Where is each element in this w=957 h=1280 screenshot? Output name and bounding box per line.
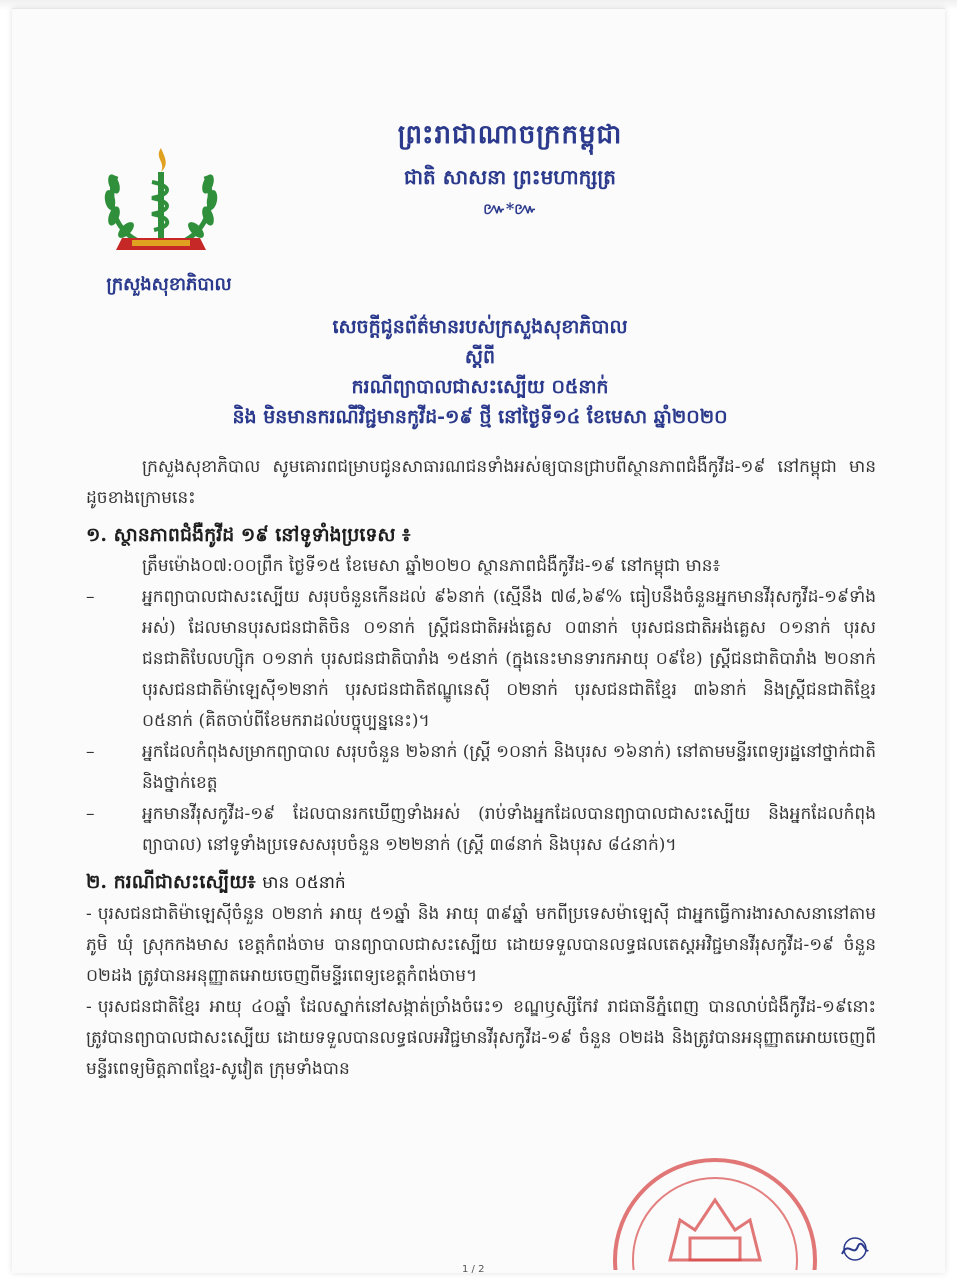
section-2-heading: ២. ករណីជាសះស្បើយ៖ — [86, 871, 256, 893]
section-1-heading: ១. ស្ថានភាពជំងឺកូវីដ ១៩ នៅទូទាំងប្រទេស ៖ — [86, 524, 411, 546]
dash-marker: – — [86, 587, 95, 607]
section-2-heading-row — [86, 867, 876, 899]
section-1-bullet — [86, 582, 876, 737]
dash-marker: – — [86, 804, 95, 824]
title-line-4: និង មិនមានករណីវិជ្ជមានកូវីដ-១៩ ថ្មី នៅថ្ងៃទី១៤ ខែមេសា ឆ្នាំ២០២០ — [232, 406, 728, 428]
signature-icon — [838, 1236, 872, 1262]
item-text: បុរសជនជាតិខ្មែរ អាយុ ៤០ឆ្នាំ ដែលស្នាក់នៅសង្កាត់ច្រាំងចំរេះ១ ខណ្ឌឫស្សីកែវ រាជធានីភ្នំពេញ បានលាប់ជំងឺកូវីដ-១៩នោះ ត្រូវបានព្យាបាលជាសះស្បើយ ដោយទទួលបានលទ្ធផលអវិជ្ជមានវីរុសកូវីដ-១៩ ចំនួន ០២ដង និងត្រូវបានអនុញ្ញាតអោយចេញពីមន្ទីរពេទ្យមិត្តភាពខ្មែរ-សូវៀត ក្រុមទាំងបាន — [86, 997, 876, 1079]
page-number: 1 / 2 — [462, 1264, 485, 1275]
bullet-text: អ្នកព្យាបាលជាសះស្បើយ សរុបចំនួនកើនដល់ ៩៦នាក់ (ស្មើនឹង ៧៨,៦៩% ធៀបនឹងចំនួនអ្នកមានវីរុសកូវីដ-១៩ទាំងអស់) ដែលមានបុរសជនជាតិចិន ០១នាក់ ស្ត្រីជនជាតិអង់គ្លេស ០៣នាក់ បុរសជនជាតិអង់គ្លេស ០១នាក់ បុរសជនជាតិបែលហ្ស៊ិក ០១នាក់ បុរសជនជាតិបារាំង ១៥នាក់ (ក្នុងនេះមានទារកអាយុ ០៩ខែ) ស្ត្រីជនជាតិបារាំង ២០នាក់ បុរសជនជាតិម៉ាឡេស៊ី១២នាក់ បុរសជនជាតិឥណ្ឌូនេស៊ី ០២នាក់ បុរសជនជាតិខ្មែរ ៣៦នាក់ និងស្ត្រីជនជាតិខ្មែរ ០៥នាក់ (គិតចាប់ពីខែមករាដល់បច្ចុប្បន្ននេះ)។ — [142, 587, 876, 731]
document-body — [86, 452, 876, 1085]
official-stamp-icon — [610, 1150, 820, 1270]
national-motto: ជាតិ សាសនា ព្រះមហាក្សត្រ — [404, 165, 616, 189]
section-2-item — [86, 992, 876, 1085]
bullet-text: អ្នកមានវីរុសកូវីដ-១៩ ដែលបានរកឃើញទាំងអស់ (រាប់ទាំងអ្នកដែលបានព្យាបាលជាសះស្បើយ និងអ្នកដែលកំពុងព្យាបាល) នៅទូទាំងប្រទេសសរុបចំនួន ១២២នាក់ (ស្ត្រី ៣៨នាក់ និងបុរស ៨៤នាក់)។ — [142, 804, 876, 855]
ministry-name: ក្រសួងសុខាភិបាល — [106, 274, 232, 295]
document-header — [300, 118, 720, 222]
header-ornament: ៚*៚ — [483, 199, 537, 218]
intro-paragraph: ក្រសួងសុខាភិបាល សូមគោរពជម្រាបជូនសាធារណជនទាំងអស់ឲ្យបានជ្រាបពីស្ថានភាពជំងឺកូវីដ-១៩ នៅកម្ពុជា មានដូចខាងក្រោមនេះ — [86, 457, 876, 508]
item-text: បុរសជនជាតិម៉ាឡេស៊ីចំនួន ០២នាក់ អាយុ ៥១ឆ្នាំ និង អាយុ ៣៩ឆ្នាំ មកពីប្រទេសម៉ាឡេស៊ី ជាអ្នកធ្វើការងារសាសនានៅតាមភូមិ ឃុំ ស្រុកកងមាស ខេត្តកំពង់ចាម បានព្យាបាលជាសះស្បើយ ដោយទទួលបានលទ្ធផលតេស្តអវិជ្ជមានវីរុសកូវីដ-១៩ ចំនួន ០២ដង ត្រូវបានអនុញ្ញាតអោយចេញពីមន្ទីរពេទ្យខេត្តកំពង់ចាម។ — [86, 904, 876, 986]
title-line-3: ករណីព្យាបាលជាសះស្បើយ ០៥នាក់ — [351, 376, 609, 398]
section-1-bullet — [86, 737, 876, 799]
document-title — [140, 312, 820, 432]
title-line-2: ស្តីពី — [464, 346, 496, 368]
bullet-text: អ្នកដែលកំពុងសម្រាកព្យាបាល សរុបចំនួន ២៦នាក់ (ស្ត្រី ១០នាក់ និងបុរស ១៦នាក់) នៅតាមមន្ទីរពេទ្យរដ្ឋនៅថ្នាក់ជាតិ និងថ្នាក់ខេត្ត — [142, 742, 876, 793]
section-2-item — [86, 899, 876, 992]
kingdom-title: ព្រះរាជាណាចក្រកម្ពុជា — [397, 120, 623, 150]
dash-marker: – — [86, 742, 95, 762]
section-1-lead: ត្រឹមម៉ោង០៧:០០ព្រឹក ថ្ងៃទី១៥ ខែមេសា ឆ្នាំ២០២០ ស្ថានភាពជំងឺកូវីដ-១៩ នៅកម្ពុជា មាន៖ — [142, 556, 721, 576]
dash-marker: - — [86, 997, 92, 1017]
section-2-heading-suffix: មាន ០៥នាក់ — [262, 873, 346, 893]
ministry-logo-icon — [92, 142, 230, 262]
dash-marker: - — [86, 904, 92, 924]
section-1-bullet — [86, 799, 876, 861]
title-line-1: សេចក្តីជូនព័ត៌មានរបស់ក្រសួងសុខាភិបាល — [332, 316, 628, 338]
